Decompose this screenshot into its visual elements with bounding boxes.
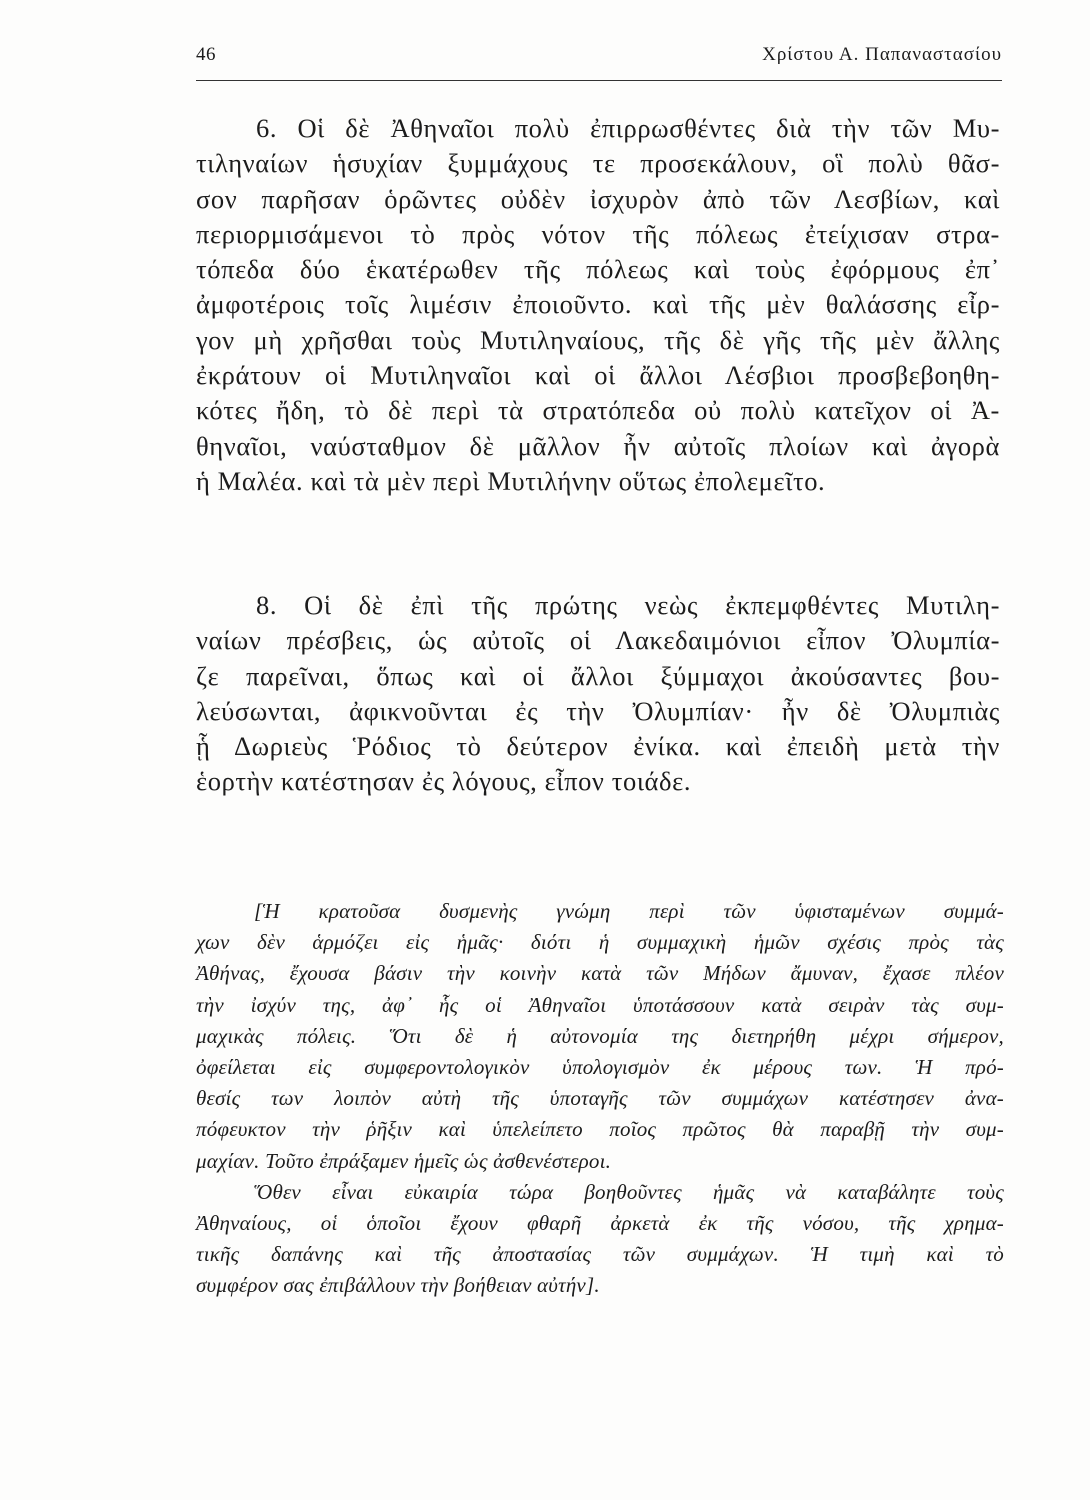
note-line: τικῆς δαπάνης καὶ τῆς ἀποστασίας τῶν συμμάχων. Ἡ τιμὴ καὶ τὸ bbox=[196, 1242, 1004, 1267]
text-line: ἐκράτουν οἱ Μυτιληναῖοι καὶ οἱ ἄλλοι Λέσβιοι προσβεβοηθη- bbox=[196, 360, 1000, 391]
note-line: Ἀθήνας, ἔχουσα βάσιν τὴν κοινὴν κατὰ τῶν Μήδων ἄμυναν, ἔχασε πλέον bbox=[196, 961, 1004, 986]
note-line: θεσίς των λοιπὸν αὐτὴ τῆς ὑποταγῆς τῶν συμμάχων κατέστησεν ἀνα- bbox=[196, 1086, 1004, 1111]
text-line: θηναῖοι, ναύσταθμον δὲ μᾶλλον ἦν αὐτοῖς πλοίων καὶ ἀγορὰ bbox=[196, 430, 1000, 461]
text-line: ναίων πρέσβεις, ὡς αὐτοῖς οἱ Λακεδαιμόνιοι εἶπον Ὀλυμπία- bbox=[196, 625, 1000, 656]
text-line: ἀμφοτέροις τοῖς λιμέσιν ἐποιοῦντο. καὶ τῆς μὲν θαλάσσης εἶρ- bbox=[196, 289, 1000, 320]
text-line: ἡ Μαλέα. καὶ τὰ μὲν περὶ Μυτιλήνην οὕτως ἐπολεμεῖτο. bbox=[196, 465, 826, 496]
paragraph-8 bbox=[196, 588, 1000, 800]
page-header bbox=[196, 44, 1002, 74]
text-line: σον παρῆσαν ὁρῶντες οὐδὲν ἰσχυρὸν ἀπὸ τῶν Λεσβίων, καὶ bbox=[196, 183, 1000, 214]
note-line: μαχίαν. Τοῦτο ἐπράξαμεν ἡμεῖς ὡς ἀσθενέστεροι. bbox=[196, 1148, 612, 1173]
text-line: κότες ἤδη, τὸ δὲ περὶ τὰ στρατόπεδα οὐ πολὺ κατεῖχον οἱ Ἀ- bbox=[196, 395, 1000, 426]
note-line: Ἀθηναίους, οἱ ὁποῖοι ἔχουν φθαρῆ ἀρκετὰ ἐκ τῆς νόσου, τῆς χρημα- bbox=[196, 1211, 1004, 1236]
note-line: Ὅθεν εἶναι εὐκαιρία τώρα βοηθοῦντες ἡμᾶς νὰ καταβάλητε τοὺς bbox=[254, 1179, 1004, 1204]
text-line: ζε παρεῖναι, ὅπως καὶ οἱ ἄλλοι ξύμμαχοι ἀκούσαντες βου- bbox=[196, 660, 1000, 691]
text-line: γον μὴ χρῆσθαι τοὺς Μυτιληναίους, τῆς δὲ γῆς τῆς μὲν ἄλλης bbox=[196, 324, 1000, 355]
text-line: περιορμισάμενοι τὸ πρὸς νότον τῆς πόλεως ἐτείχισαν στρα- bbox=[196, 218, 1000, 249]
note-line: τὴν ἰσχύν της, ἀφ᾽ ἧς οἱ Ἀθηναῖοι ὑποτάσσουν κατὰ σειρὰν τὰς συμ- bbox=[196, 992, 1004, 1017]
note-line: μαχικὰς πόλεις. Ὅτι δὲ ἡ αὐτονομία της διετηρήθη μέχρι σήμερον, bbox=[196, 1023, 1004, 1048]
translation-note bbox=[196, 896, 1004, 1302]
text-line: τόπεδα δύο ἑκατέρωθεν τῆς πόλεως καὶ τοὺς ἐφόρμους ἐπ᾽ bbox=[196, 254, 1000, 285]
text-line: 8. Οἱ δὲ ἐπὶ τῆς πρώτης νεὼς ἐκπεμφθέντες Μυτιλη- bbox=[256, 590, 1000, 620]
running-head: Χρίστου Α. Παπαναστασίου bbox=[762, 44, 1002, 65]
paragraph-6 bbox=[196, 111, 1000, 499]
text-line: τιληναίων ἡσυχίαν ξυμμάχους τε προσεκάλουν, οἳ πολὺ θᾶσ- bbox=[196, 148, 1000, 179]
note-line: χων δὲν ἁρμόζει εἰς ἡμᾶς· διότι ἡ συμμαχικὴ ἡμῶν σχέσις πρὸς τὰς bbox=[196, 930, 1004, 955]
page-number: 46 bbox=[196, 44, 216, 65]
header-rule bbox=[196, 80, 1002, 81]
text-line: λεύσωνται, ἀφικνοῦνται ἐς τὴν Ὀλυμπίαν· ἦν δὲ Ὀλυμπιὰς bbox=[196, 695, 1000, 726]
note-line: [Ἡ κρατοῦσα δυσμενὴς γνώμη περὶ τῶν ὑφισταμένων συμμά- bbox=[254, 899, 1004, 923]
note-line: ὀφείλεται εἰς συμφεροντολογικὸν ὑπολογισμὸν ἐκ μέρους των. Ἡ πρό- bbox=[196, 1055, 1004, 1080]
note-line: συμφέρον σας ἐπιβάλλουν τὴν βοήθειαν αὐτήν]. bbox=[196, 1273, 600, 1298]
text-line: 6. Οἱ δὲ Ἀθηναῖοι πολὺ ἐπιρρωσθέντες διὰ τὴν τῶν Μυ- bbox=[256, 113, 1000, 143]
text-line: ἑορτὴν κατέστησαν ἐς λόγους, εἶπον τοιάδε. bbox=[196, 766, 692, 797]
text-line: ᾗ Δωριεὺς Ῥόδιος τὸ δεύτερον ἐνίκα. καὶ ἐπειδὴ μετὰ τὴν bbox=[196, 731, 1000, 762]
note-line: πόφευκτον τὴν ῥῆξιν καὶ ὑπελείπετο ποῖος πρῶτος θὰ παραβῇ τὴν συμ- bbox=[196, 1117, 1004, 1142]
